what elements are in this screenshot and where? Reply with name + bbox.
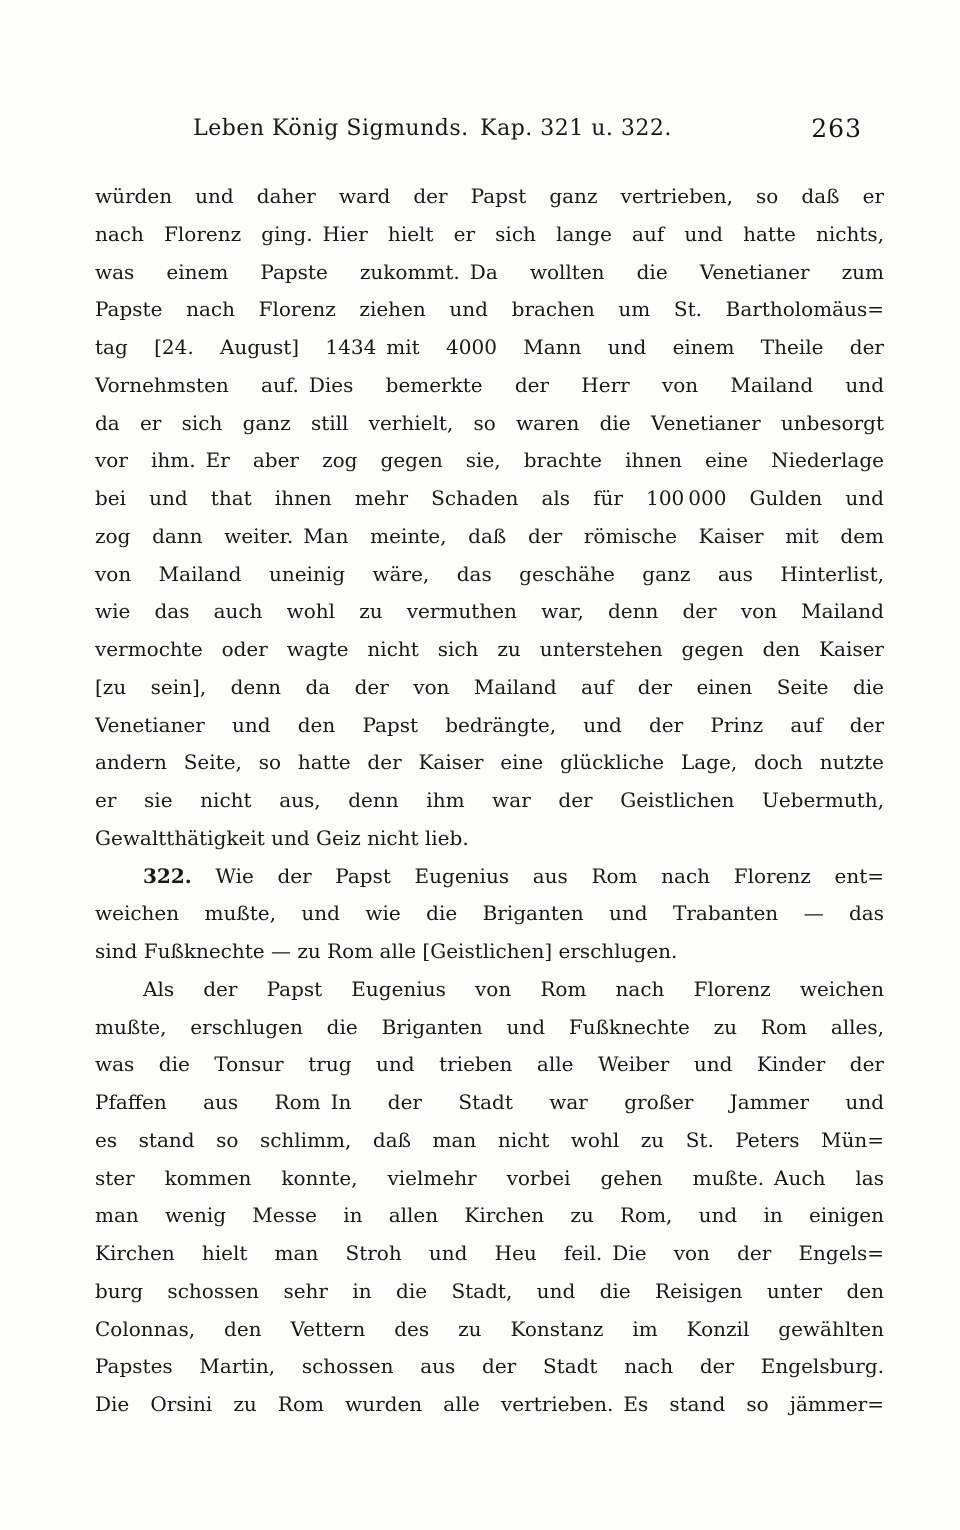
text-line: wie das auch wohl zu vermuthen war, denn der von Mailand — [95, 599, 884, 624]
text-line: Colonnas, den Vettern des zu Konstanz im Konzil gewählten — [95, 1316, 884, 1341]
text-line: tag [24. August] 1434 mit 4000 Mann und einem Theile der — [95, 335, 884, 359]
text-line: von Mailand uneinig wäre, das geschähe ganz aus Hinterlist, — [95, 561, 884, 586]
text-line: es stand so schlimm, daß man nicht wohl zu St. Peters Mün= — [95, 1127, 884, 1152]
text-line: sind Fußknechte — zu Rom alle [Geistlichen] erschlugen. — [95, 939, 678, 963]
text-line: er sie nicht aus, denn ihm war der Geistlichen Uebermuth, — [95, 788, 884, 812]
text-line: was einem Papste zukommt. Da wollten die Venetianer zum — [95, 259, 884, 284]
text-line: Kirchen hielt man Stroh und Heu feil. Die von der Engels= — [95, 1241, 884, 1265]
body-text — [95, 178, 884, 1424]
text-line: Pfaffen aus Rom In der Stadt war großer Jammer und — [95, 1090, 884, 1114]
text-line: weichen mußte, und wie die Briganten und Trabanten — das — [95, 901, 884, 926]
text-line: [zu sein], denn da der von Mailand auf der einen Seite die — [95, 674, 884, 699]
text-line: bei und that ihnen mehr Schaden als für 100 000 Gulden und — [95, 486, 884, 510]
paragraph-322-body — [95, 971, 884, 1424]
text-line: burg schossen sehr in die Stadt, und die Reisigen unter den — [95, 1278, 884, 1303]
paragraph-continuation — [95, 178, 884, 858]
text-line: ster kommen konnte, vielmehr vorbei gehen mußte. Auch las — [95, 1165, 884, 1190]
text-line: was die Tonsur trug und trieben alle Weiber und Kinder der — [95, 1052, 884, 1077]
chapter-number: 322. — [143, 863, 192, 888]
chapter-heading-322 — [95, 858, 884, 971]
text-line: man wenig Messe in allen Kirchen zu Rom, und in einigen — [95, 1203, 884, 1228]
page-number: 263 — [811, 114, 862, 143]
text-line: nach Florenz ging. Hier hielt er sich lange auf und hatte nichts, — [95, 221, 884, 246]
text-line: vor ihm. Er aber zog gegen sie, brachte ihnen eine Niederlage — [95, 448, 884, 473]
page-header — [95, 112, 884, 152]
text-line: da er sich ganz still verhielt, so waren die Venetianer unbesorgt — [95, 410, 884, 435]
text-line: andern Seite, so hatte der Kaiser eine glückliche Lage, doch nutzte — [95, 750, 884, 775]
text-line: vermochte oder wagte nicht sich zu unterstehen gegen den Kaiser — [95, 637, 884, 661]
text-line: Vornehmsten auf. Dies bemerkte der Herr von Mailand und — [95, 372, 884, 397]
text-line: Venetianer und den Papst bedrängte, und der Prinz auf der — [95, 712, 884, 737]
text-line: Die Orsini zu Rom wurden alle vertrieben. Es stand so jämmer= — [95, 1392, 884, 1416]
text-line: mußte, erschlugen die Briganten und Fußknechte zu Rom alles, — [95, 1014, 884, 1039]
running-head-title: Leben König Sigmunds. Kap. 321 u. 322. — [193, 116, 672, 141]
text-line: Als der Papst Eugenius von Rom nach Florenz weichen — [143, 976, 884, 1001]
text-line: Papstes Martin, schossen aus der Stadt nach der Engelsburg. — [95, 1354, 884, 1379]
text-line: würden und daher ward der Papst ganz vertrieben, so daß er — [95, 184, 884, 208]
text-line: 322. Wie der Papst Eugenius aus Rom nach Florenz ent= — [143, 863, 884, 888]
text-line: zog dann weiter. Man meinte, daß der römische Kaiser mit dem — [95, 523, 884, 548]
text-line: Papste nach Florenz ziehen und brachen um St. Bartholomäus= — [95, 297, 884, 322]
text-line: Gewaltthätigkeit und Geiz nicht lieb. — [95, 825, 469, 850]
